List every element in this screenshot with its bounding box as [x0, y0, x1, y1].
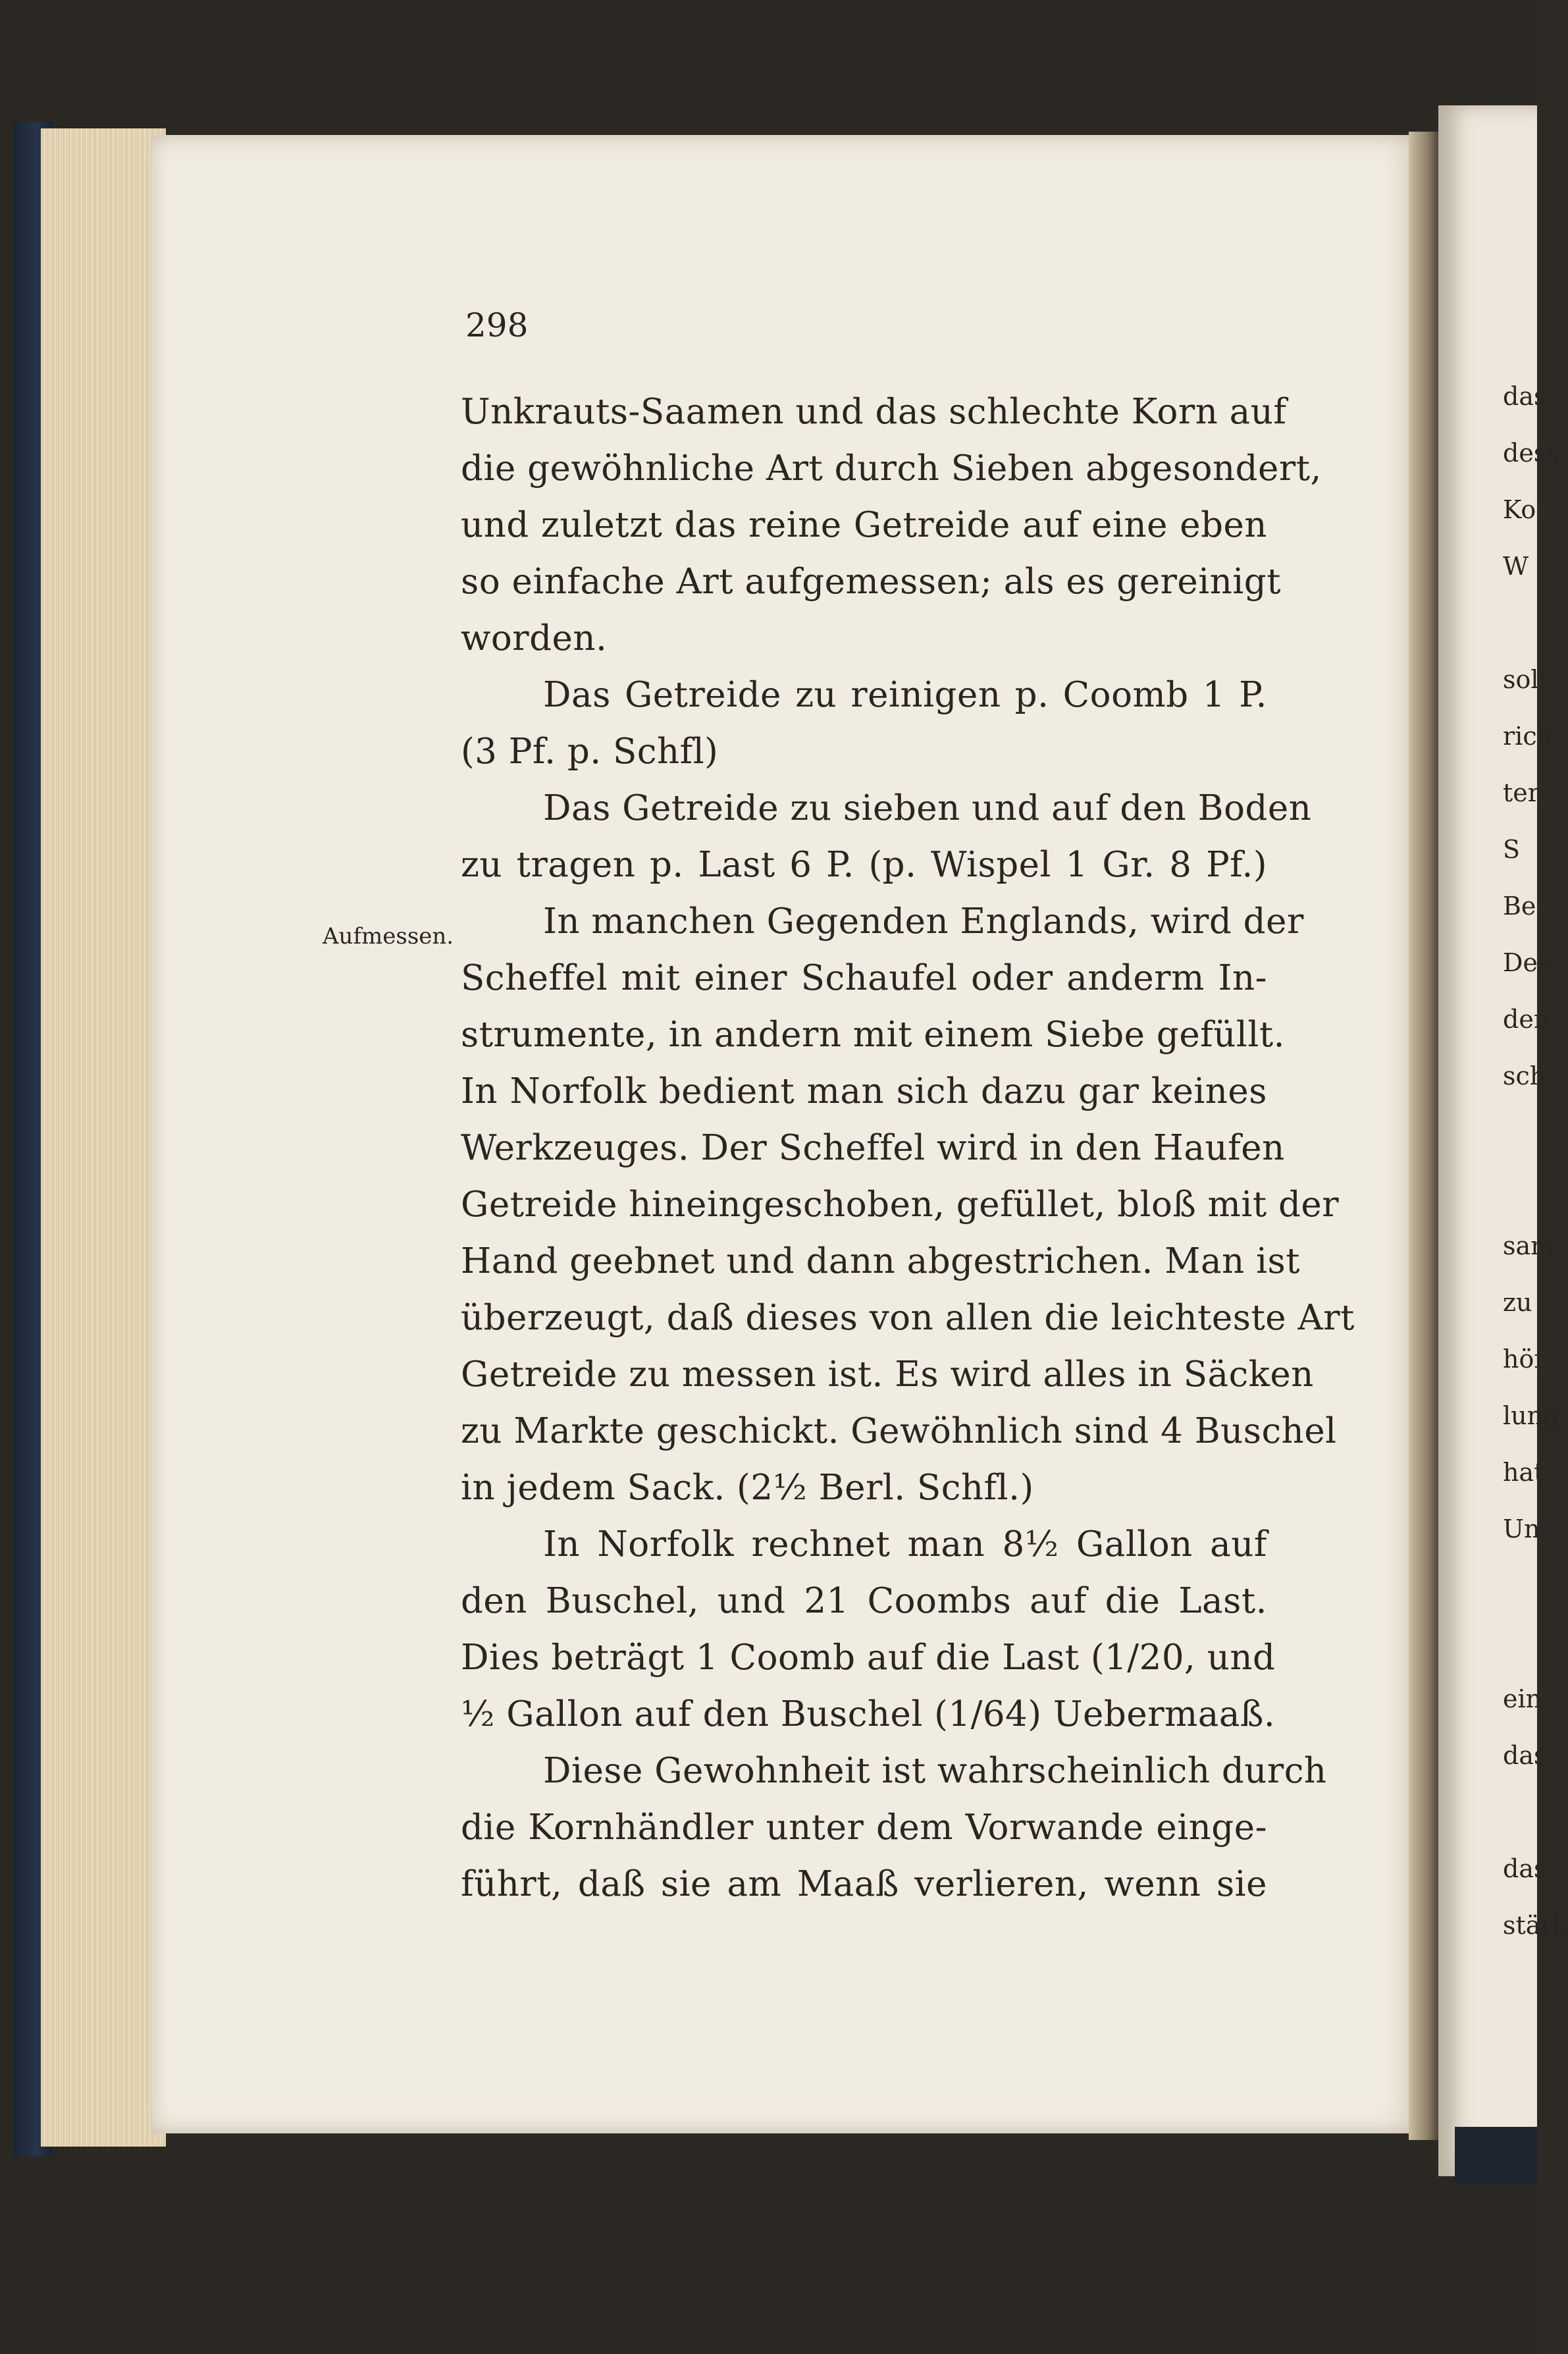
facing-fragment: rich — [1503, 722, 1554, 751]
text-line: Werkzeuges. Der Scheffel wird in den Haufen — [461, 1128, 1285, 1168]
facing-fragment: das — [1503, 382, 1547, 411]
facing-fragment: Des — [1503, 948, 1551, 977]
text-line: die Kornhändler unter dem Vorwande einge- — [461, 1807, 1267, 1848]
text-line: Unkrauts-Saamen und das schlechte Korn auf — [461, 392, 1287, 432]
book-gutter — [1409, 132, 1442, 2140]
facing-fragment: Un — [1503, 1514, 1540, 1543]
page-number: 298 — [465, 306, 529, 344]
text-line: Getreide zu messen ist. Es wird alles in Säcken — [461, 1354, 1314, 1395]
text-line: Getreide hineingeschoben, gefüllet, bloß mit der — [461, 1185, 1340, 1225]
text-line: Das Getreide zu reinigen p. Coomb 1 P. — [543, 675, 1267, 715]
facing-fragment: W — [1503, 552, 1529, 581]
facing-fragment: lung — [1503, 1401, 1559, 1430]
facing-fragment: soll — [1503, 665, 1547, 694]
facing-fragment: höf — [1503, 1345, 1544, 1374]
text-line: so einfache Art aufgemessen; als es gereinigt — [461, 562, 1282, 602]
text-line: Das Getreide zu sieben und auf den Boden — [543, 788, 1312, 828]
facing-fragment: zu — [1503, 1288, 1532, 1317]
text-line: Hand geebnet und dann abgestrichen. Man ist — [461, 1241, 1301, 1281]
facing-fragment: S — [1503, 835, 1521, 864]
text-line: in jedem Sack. (2½ Berl. Schfl.) — [461, 1468, 1034, 1508]
text-line: (3 Pf. p. Schfl) — [461, 732, 719, 772]
text-line: In Norfolk bedient man sich dazu gar keines — [461, 1071, 1267, 1111]
text-line: worden. — [461, 618, 608, 658]
facing-fragment: sch — [1503, 1061, 1546, 1090]
page-block-edges — [41, 128, 166, 2147]
text-line: Diese Gewohnheit ist wahrscheinlich durch — [543, 1751, 1327, 1791]
text-line: Scheffel mit einer Schaufel oder anderm In- — [461, 958, 1267, 998]
body-text — [461, 384, 1355, 1913]
text-line: und zuletzt das reine Getreide auf eine eben — [461, 505, 1267, 545]
facing-fragment: ter — [1503, 778, 1540, 807]
text-line: führt, daß sie am Maaß verlieren, wenn sie — [461, 1864, 1267, 1904]
text-line: In manchen Gegenden Englands, wird der — [543, 901, 1304, 942]
facing-fragment: Be — [1503, 892, 1536, 921]
margin-note: Aufmessen. — [323, 923, 454, 950]
text-line: zu tragen p. Last 6 P. (p. Wispel 1 Gr. 8 Pf.) — [461, 845, 1267, 885]
facing-fragment: das — [1503, 1741, 1547, 1770]
facing-fragment: hat — [1503, 1458, 1544, 1487]
book-cover-right — [1455, 2127, 1537, 2183]
text-line: strumente, in andern mit einem Siebe gefüllt. — [461, 1015, 1285, 1055]
facing-fragment: das — [1503, 1854, 1547, 1883]
text-line: In Norfolk rechnet man 8½ Gallon auf — [543, 1524, 1267, 1565]
text-line: die gewöhnliche Art durch Sieben abgesondert, — [461, 448, 1322, 489]
facing-fragment: ein — [1503, 1684, 1542, 1713]
text-line: zu Markte geschickt. Gewöhnlich sind 4 Buschel — [461, 1411, 1337, 1451]
facing-fragment: stärk — [1503, 1911, 1568, 1940]
facing-fragment: den — [1503, 1005, 1550, 1034]
text-line: ½ Gallon auf den Buschel (1/64) Uebermaaß. — [461, 1694, 1276, 1734]
text-line: überzeugt, daß dieses von allen die leichteste Art — [461, 1298, 1355, 1338]
facing-fragment: dess — [1503, 439, 1559, 468]
facing-fragment: Ko — [1503, 495, 1536, 524]
text-line: Dies beträgt 1 Coomb auf die Last (1/20, und — [461, 1638, 1276, 1678]
facing-fragment: sam — [1503, 1231, 1555, 1260]
text-line: den Buschel, und 21 Coombs auf die Last. — [461, 1581, 1267, 1621]
